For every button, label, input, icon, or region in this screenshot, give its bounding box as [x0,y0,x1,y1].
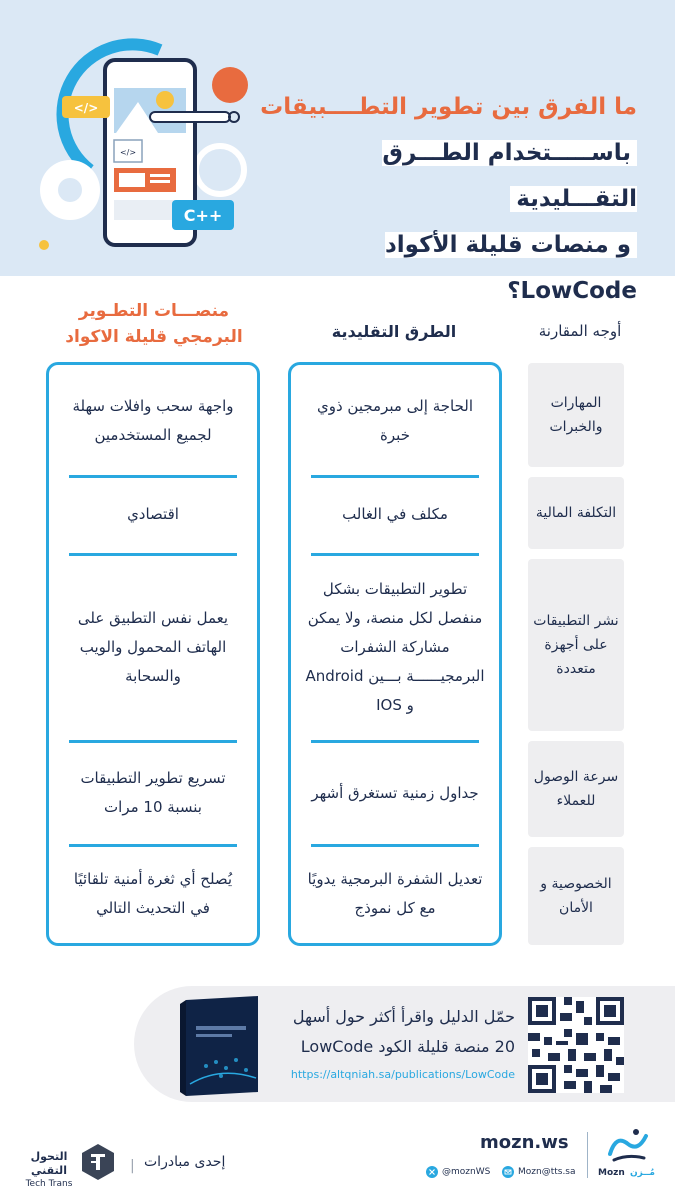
tech-trans-logo [22,1142,122,1189]
tech-trans-emblem-icon [78,1142,118,1182]
header-banner [0,0,675,304]
tech-trans-english: Tech Trans [25,1179,73,1189]
initiative-label: إحدى مبادرات [144,1154,226,1170]
aspect-multiplatform: نشر التطبيقات على أجهزة متعددة [528,559,624,731]
title-line-3: و منصات قليلة الأكواد LowCode؟ [384,232,637,304]
mozn-mark-icon [606,1126,650,1166]
tech-trans-arabic: التحول التقني [30,1150,68,1177]
traditional-cell-multiplatform: تطوير التطبيقات بشكل منفصل لكل منصة، ولا يمكن مشاركة الشفرات البرمجيــــــة بـــين Android و IOS [305,579,485,714]
gear-icon [40,160,100,220]
website-link[interactable]: mozn.ws [480,1132,569,1153]
lowcode-cell-cost: اقتصادي [127,504,179,523]
mozn-logo-en: Mozn [598,1168,625,1178]
traditional-cell-speed: جداول زمنية تستغرق أشهر [311,783,479,802]
column-header-traditional: الطرق التقليدية [331,322,457,341]
mozn-logo [592,1124,658,1186]
aspect-skills: المهارات والخبرات [528,363,624,467]
footer-divider [587,1132,588,1178]
lowcode-cell-speed: تسريع تطوير التطبيقات بنسبة 10 مرات [80,769,226,816]
promo-line-1: حمّل الدليل واقرأ أكثر حول أسهل [292,1007,515,1026]
column-header-lowcode: منصـــات التطـوير البرمجي قليلة الاكواد [65,301,243,347]
promo-link[interactable]: https://altqniah.sa/publications/LowCode [290,1068,515,1081]
email-icon [502,1166,514,1178]
title-line-2: باســـــتخدام الطـــرق التقـــليدية [382,140,637,212]
footer-separator: | [130,1158,135,1174]
lowcode-cell-multiplatform: يعمل نفس التطبيق على الهاتف المحمول والويب والسحابة [77,608,229,685]
x-twitter-icon [426,1166,438,1178]
aspect-cost: التكلفة المالية [528,477,624,549]
email-contact[interactable]: Mozn@tts.sa [502,1166,576,1178]
traditional-cell-security: تعديل الشفرة البرمجية يدويًا مع كل نموذج [307,870,483,917]
svg-text:</>: </> [73,101,99,115]
lowcode-cell-security: يُصلح أي ثغرة أمنية تلقائيًا في التحديث التالي [73,870,233,917]
twitter-handle[interactable]: @moznWS [426,1166,490,1178]
title-line-1: ما الفرق بين تطوير التطــــبيقات [260,94,637,120]
mozn-logo-ar: مُــزن [630,1168,656,1178]
svg-text:</>: </> [119,148,137,157]
traditional-cell-cost: مكلف في الغالب [342,504,448,523]
lowcode-cell-skills: واجهة سحب وافلات سهلة لجميع المستخدمين [72,397,234,444]
column-header-aspect: أوجه المقارنة [538,322,622,340]
page-title [257,84,637,314]
svg-text:C++: C++ [183,206,223,225]
aspect-security: الخصوصية و الأمان [528,847,624,945]
promo-line-2: 20 منصة قليلة الكود LowCode [300,1037,515,1056]
aspect-speed: سرعة الوصول للعملاء [528,741,624,837]
app-development-illustration [30,20,270,260]
promo-text [175,1002,515,1086]
qr-code[interactable] [528,997,624,1093]
lowcode-column-card [46,362,260,946]
traditional-cell-skills: الحاجة إلى مبرمجين ذوي خبرة [316,397,473,444]
traditional-column-card [288,362,502,946]
